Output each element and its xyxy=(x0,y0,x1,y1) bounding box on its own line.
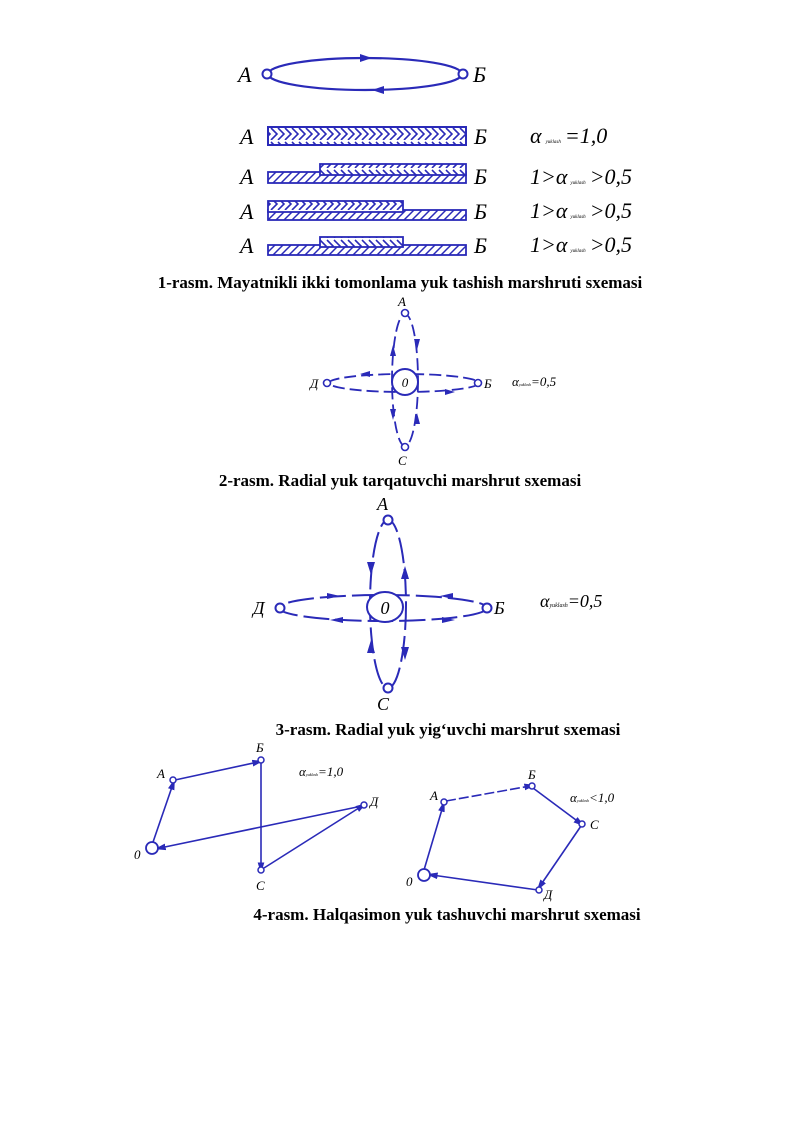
fig4r-node-a xyxy=(441,799,447,805)
fig1-bar-full xyxy=(268,127,466,145)
fig1-row4-left: А xyxy=(240,233,254,258)
fig4l-node-a xyxy=(170,777,176,783)
fig3-arrow-7 xyxy=(330,617,343,623)
fig4l-route-c-d xyxy=(264,806,362,868)
fig1-row4-right: Б xyxy=(474,233,487,258)
fig1-row2-coef: 1>α yuklash >0,5 xyxy=(530,164,633,189)
fig4l-route-o-a xyxy=(152,784,173,845)
fig2-label-center: 0 xyxy=(401,375,409,390)
fig1-arrow-top xyxy=(360,54,372,62)
fig1-node-b xyxy=(459,70,468,79)
fig1-bar-load-2 xyxy=(320,164,466,175)
fig3-label-center: 0 xyxy=(380,598,390,618)
fig4r-label-d: Д xyxy=(544,887,553,902)
fig3-label-c: С xyxy=(377,694,390,714)
fig4-ring-diagram-right xyxy=(406,767,615,902)
fig2-label-c: С xyxy=(398,453,407,468)
fig2-node-d xyxy=(324,380,331,387)
fig4l-route-a-b xyxy=(175,762,258,780)
fig2-arrow-down-right xyxy=(414,339,420,350)
fig4l-label-c: С xyxy=(256,878,265,893)
fig3-arrow-5 xyxy=(327,593,340,599)
fig1-caption: 1-rasm. Mayatnikli ikki tomonlama yuk tashish marshruti sxemasi xyxy=(157,273,643,292)
fig4r-label-b: Б xyxy=(528,767,536,782)
fig4l-coef: αyuklash=1,0 xyxy=(299,764,344,779)
fig2-arrow-up xyxy=(390,345,396,356)
fig4l-node-d xyxy=(361,802,367,808)
fig1-row3-right: Б xyxy=(474,199,487,224)
fig4-caption: 4-rasm. Halqasimon yuk tashuvchi marshrut sxemasi xyxy=(253,905,641,924)
fig2-label-b: Б xyxy=(484,376,492,391)
fig1-row1-left: А xyxy=(240,124,254,149)
fig1-row2-left: А xyxy=(240,164,254,189)
fig4l-node-o xyxy=(146,842,158,854)
fig1-node-a xyxy=(263,70,272,79)
fig4l-node-b xyxy=(258,757,264,763)
fig2-arrow-down xyxy=(390,409,396,420)
fig1-route-ellipse xyxy=(268,58,462,90)
fig3-arrow-3 xyxy=(367,640,375,653)
fig2-radial-distribution-diagram xyxy=(219,294,582,490)
fig3-node-c xyxy=(384,684,393,693)
fig4r-route-o-a xyxy=(424,806,443,870)
fig1-row3-coef: 1>α yuklash >0,5 xyxy=(530,198,633,223)
fig4l-label-d: Д xyxy=(370,794,379,809)
fig3-node-d xyxy=(276,604,285,613)
fig4-ring-diagram-left xyxy=(134,740,379,893)
fig3-label-b: Б xyxy=(494,598,505,618)
fig1-label-b: Б xyxy=(473,62,486,87)
fig2-caption: 2-rasm. Radial yuk tarqatuvchi marshrut sxemasi xyxy=(218,471,582,490)
fig4r-label-o: 0 xyxy=(406,874,413,889)
fig4r-route-c-d xyxy=(540,826,581,886)
fig1-pendulum-diagram xyxy=(158,54,643,292)
fig1-row3-left: А xyxy=(240,199,254,224)
fig3-node-a xyxy=(384,516,393,525)
fig1-bar-load-3 xyxy=(268,201,403,212)
fig3-radial-collection-diagram xyxy=(251,494,621,739)
fig2-coef: αyuklash=0,5 xyxy=(512,374,557,389)
fig4r-label-c: С xyxy=(590,817,599,832)
fig1-row2-right: Б xyxy=(474,164,487,189)
fig2-node-b xyxy=(475,380,482,387)
fig4l-node-c xyxy=(258,867,264,873)
fig4r-node-d xyxy=(536,887,542,893)
fig1-row1-coef: αyuklash =1,0 xyxy=(530,123,608,148)
fig4r-label-a: А xyxy=(430,788,438,803)
fig2-node-a xyxy=(402,310,409,317)
fig1-row1-right: Б xyxy=(474,124,487,149)
fig2-node-c xyxy=(402,444,409,451)
fig4r-route-d-o xyxy=(432,875,538,890)
fig4r-node-b xyxy=(529,783,535,789)
fig4l-label-a: А xyxy=(157,766,165,781)
fig4r-route-a-b xyxy=(446,786,530,801)
fig4r-coef: αyuklash<1,0 xyxy=(570,790,615,805)
fig4r-node-o xyxy=(418,869,430,881)
fig3-label-a: А xyxy=(377,494,388,514)
fig3-label-d: Д xyxy=(253,598,265,618)
fig1-label-a: А xyxy=(238,62,252,87)
fig3-arrow-1 xyxy=(367,562,375,575)
fig4r-node-c xyxy=(579,821,585,827)
fig4l-label-b: Б xyxy=(256,740,264,755)
fig4l-label-o: 0 xyxy=(134,847,141,862)
fig1-bar-load-4 xyxy=(320,237,403,247)
fig1-arrow-bottom xyxy=(372,86,384,94)
fig2-label-d: Д xyxy=(310,376,319,391)
fig3-caption: 3-rasm. Radial yuk yig‘uvchi marshrut sxemasi xyxy=(275,720,621,739)
fig2-label-a: А xyxy=(398,294,406,309)
fig3-arrow-2 xyxy=(401,566,409,579)
fig3-node-b xyxy=(483,604,492,613)
fig3-coef: αyuklash=0,5 xyxy=(540,591,603,611)
fig1-row4-coef: 1>α yuklash >0,5 xyxy=(530,232,633,257)
